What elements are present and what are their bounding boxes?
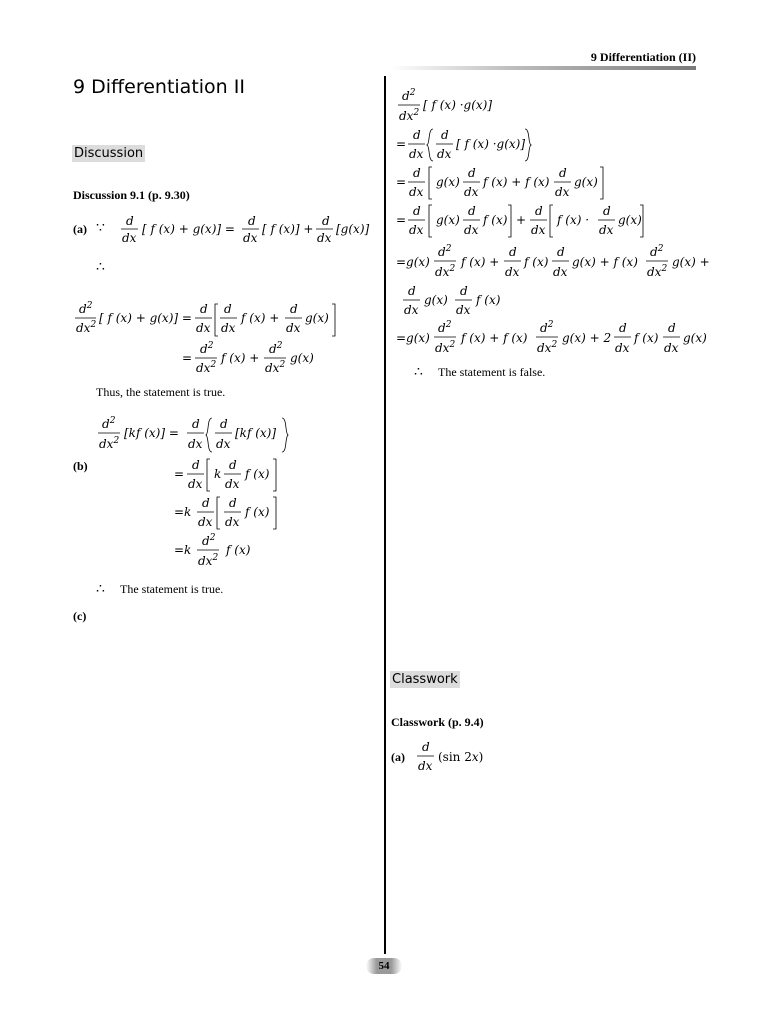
header-rule: [390, 66, 696, 70]
svg-text:dx: dx: [243, 231, 258, 245]
equation-b-line2: [172, 456, 292, 497]
svg-text:f (x): f (x): [245, 467, 270, 481]
svg-text:d: d: [413, 128, 421, 142]
svg-text:[ f (x) + g(x)] =: [ f (x) + g(x)] =: [142, 222, 235, 236]
svg-text:d: d: [220, 417, 228, 431]
svg-text:g(x): g(x): [683, 331, 707, 345]
classwork-label-a: (a): [391, 750, 405, 764]
svg-text:dx: dx: [553, 265, 568, 279]
svg-text:d: d: [413, 166, 421, 180]
classwork-equation-a: [416, 738, 506, 779]
svg-text:dx: dx: [664, 341, 679, 355]
svg-text:dx: dx: [225, 477, 240, 491]
svg-text:d: d: [224, 302, 232, 316]
equation-c-line2: [394, 126, 554, 167]
classwork-tag: Classwork: [392, 672, 458, 687]
svg-text:g(x): g(x): [618, 213, 642, 227]
svg-text:f (x): f (x): [245, 505, 270, 519]
svg-text:d: d: [192, 417, 200, 431]
svg-text:dx: dx: [404, 303, 419, 317]
svg-text:d2: $d^2$: [202, 533, 216, 548]
label-c: (c): [73, 609, 87, 623]
svg-text:dx: dx: [317, 231, 332, 245]
page-number: 54: [366, 958, 402, 974]
svg-text:d: d: [408, 284, 416, 298]
svg-text:d: d: [460, 284, 468, 298]
svg-text:dx2: $dx^2$: [647, 264, 668, 279]
equation-b-line4: [172, 532, 272, 575]
equation-c-line6: [402, 282, 512, 323]
svg-text:d: d: [126, 214, 134, 228]
svg-text:=: =: [396, 213, 407, 227]
svg-text:d: d: [603, 204, 611, 218]
discussion-heading: Discussion 9.1 (p. 9.30): [73, 188, 190, 202]
svg-text:f (x) +: f (x) +: [221, 351, 260, 365]
svg-text:=: =: [182, 351, 193, 365]
equation-a-result: [180, 340, 340, 383]
svg-text:dx: dx: [437, 147, 452, 161]
svg-text:f (x) + f (x): f (x) + f (x): [461, 331, 528, 345]
svg-text:=k: =k: [174, 505, 192, 519]
svg-text:g(x): g(x): [436, 175, 460, 189]
svg-text:dx: dx: [456, 303, 471, 317]
svg-text:d2: $d^2$: [438, 244, 452, 259]
svg-text:d: d: [468, 204, 476, 218]
svg-text:dx2: $dx^2$: [265, 360, 286, 375]
svg-text:f (x): f (x): [476, 293, 501, 307]
svg-text:=: =: [396, 137, 407, 151]
svg-text:d: d: [322, 214, 330, 228]
svg-text:[ f (x) + g(x)] =: [ f (x) + g(x)] =: [99, 311, 192, 325]
svg-text:dx: dx: [531, 223, 546, 237]
svg-text:g(x) +: g(x) +: [672, 255, 710, 269]
svg-text:d: d: [422, 740, 430, 754]
svg-text:d: d: [229, 458, 237, 472]
equation-c-line1: [396, 86, 526, 129]
svg-text:d2: $d^2$: [540, 320, 554, 335]
svg-text:d2: $d^2$: [402, 88, 416, 103]
svg-text:d: d: [248, 214, 256, 228]
svg-text:dx: dx: [505, 265, 520, 279]
svg-text:dx: dx: [418, 759, 433, 773]
therefore-symbol: ∴: [96, 260, 105, 275]
equation-c-line4: [394, 202, 654, 243]
svg-text:d: d: [200, 302, 208, 316]
svg-text:g(x): g(x): [305, 311, 329, 325]
classwork-heading: Classwork (p. 9.4): [391, 715, 484, 729]
svg-text:d: d: [509, 245, 517, 259]
svg-text:d: d: [290, 302, 298, 316]
svg-text:dx: dx: [555, 185, 570, 199]
svg-text:d: d: [535, 204, 543, 218]
running-head: 9 Differentiation (II): [590, 50, 696, 64]
svg-text:=g(x): =g(x): [396, 255, 430, 269]
svg-text:f (x): f (x): [483, 213, 508, 227]
svg-text:dx: dx: [409, 147, 424, 161]
equation-b-line1: [96, 414, 296, 459]
svg-text:d: d: [468, 166, 476, 180]
svg-text:dx: dx: [196, 321, 211, 335]
equation-b-line3: [172, 494, 292, 535]
svg-text:dx2: $dx^2$: [435, 340, 456, 355]
because-symbol: ∵: [96, 221, 105, 236]
svg-text:dx: dx: [409, 223, 424, 237]
svg-text:dx2: $dx^2$: [198, 553, 219, 568]
therefore-symbol-b: ∴: [96, 582, 105, 597]
svg-text:k: k: [214, 467, 222, 481]
statement-true-a: Thus, the statement is true.: [96, 385, 226, 399]
svg-text:dx: dx: [409, 185, 424, 199]
svg-text:=k: =k: [174, 543, 192, 557]
svg-text:dx: dx: [216, 437, 231, 451]
svg-text:[kf (x)]: [kf (x)]: [235, 426, 277, 440]
svg-text:f (x) + f (x): f (x) + f (x): [483, 175, 550, 189]
discussion-tag: Discussion: [74, 146, 144, 161]
svg-text:d: d: [559, 166, 567, 180]
svg-text:dx: dx: [198, 515, 213, 529]
svg-text:dx2: $dx^2$: [196, 360, 217, 375]
svg-text:dx: dx: [464, 223, 479, 237]
svg-text:g(x): g(x): [424, 293, 448, 307]
svg-text:d2: $d^2$: [269, 341, 283, 356]
svg-text:dx2: $dx^2$: [99, 436, 120, 451]
svg-text:f (x): f (x): [524, 255, 549, 269]
svg-text:d: d: [557, 245, 565, 259]
svg-text:[g(x)]: [g(x)]: [336, 222, 370, 236]
equation-a-derivative-sum: [118, 212, 378, 251]
svg-text:dx: dx: [122, 231, 137, 245]
svg-text:d2: $d^2$: [79, 301, 93, 316]
equation-c-line3: [394, 164, 614, 205]
svg-text:d: d: [192, 458, 200, 472]
svg-text:d2: $d^2$: [200, 341, 214, 356]
svg-text:d: d: [413, 204, 421, 218]
svg-text:dx2: $dx^2$: [435, 264, 456, 279]
chapter-title: 9 Differentiation II: [73, 76, 245, 98]
svg-text:g(x) + 2: g(x) + 2: [562, 331, 612, 345]
statement-false-c: The statement is false.: [438, 365, 546, 379]
svg-text:[ f (x) ·g(x)]: [ f (x) ·g(x)]: [423, 98, 493, 112]
svg-text:dx: dx: [286, 321, 301, 335]
svg-text:dx: dx: [599, 223, 614, 237]
svg-text:=g(x): =g(x): [396, 331, 430, 345]
svg-text:dx2: $dx^2$: [76, 320, 97, 335]
svg-text:dx: dx: [464, 185, 479, 199]
svg-text:d: d: [619, 321, 627, 335]
svg-text:g(x): g(x): [574, 175, 598, 189]
svg-text:[kf (x)] =: [kf (x)] =: [124, 426, 179, 440]
svg-text:dx: dx: [225, 515, 240, 529]
svg-text:d: d: [202, 496, 210, 510]
statement-true-b: The statement is true.: [120, 582, 224, 596]
svg-text:=: =: [174, 467, 185, 481]
label-b: (b): [73, 459, 88, 473]
therefore-symbol-c: ∴: [414, 365, 423, 380]
svg-text:d: d: [229, 496, 237, 510]
equation-a-second-derivative: [74, 300, 344, 343]
svg-text:(sin 2x): (sin 2x): [438, 750, 484, 764]
svg-text:d2: $d^2$: [650, 244, 664, 259]
svg-text:[ f (x)] +: [ f (x)] +: [262, 222, 314, 236]
svg-text:[ f (x) ·g(x)]: [ f (x) ·g(x)]: [456, 137, 526, 151]
svg-text:g(x): g(x): [290, 351, 314, 365]
svg-text:f (x) +: f (x) +: [461, 255, 500, 269]
equation-c-line5: [394, 242, 714, 285]
column-divider: [384, 76, 386, 954]
svg-text:f (x): f (x): [226, 543, 251, 557]
svg-text:+: +: [516, 213, 527, 227]
svg-text:dx: dx: [615, 341, 630, 355]
svg-text:f (x): f (x): [634, 331, 659, 345]
svg-text:=: =: [396, 175, 407, 189]
svg-text:d2: $d^2$: [438, 320, 452, 335]
svg-text:dx2: $dx^2$: [537, 340, 558, 355]
svg-text:g(x) + f (x): g(x) + f (x): [572, 255, 638, 269]
svg-text:dx: dx: [188, 437, 203, 451]
label-a: (a): [73, 222, 87, 236]
svg-text:f (x) +: f (x) +: [241, 311, 280, 325]
svg-text:d: d: [441, 128, 449, 142]
svg-text:dx: dx: [188, 477, 203, 491]
svg-text:dx2: $dx^2$: [399, 108, 420, 123]
svg-text:g(x): g(x): [436, 213, 460, 227]
svg-text:d: d: [668, 321, 676, 335]
svg-text:f (x) ·: f (x) ·: [557, 213, 590, 227]
svg-text:d2: $d^2$: [102, 416, 116, 431]
svg-text:dx: dx: [221, 321, 236, 335]
equation-c-line7: [394, 318, 724, 361]
